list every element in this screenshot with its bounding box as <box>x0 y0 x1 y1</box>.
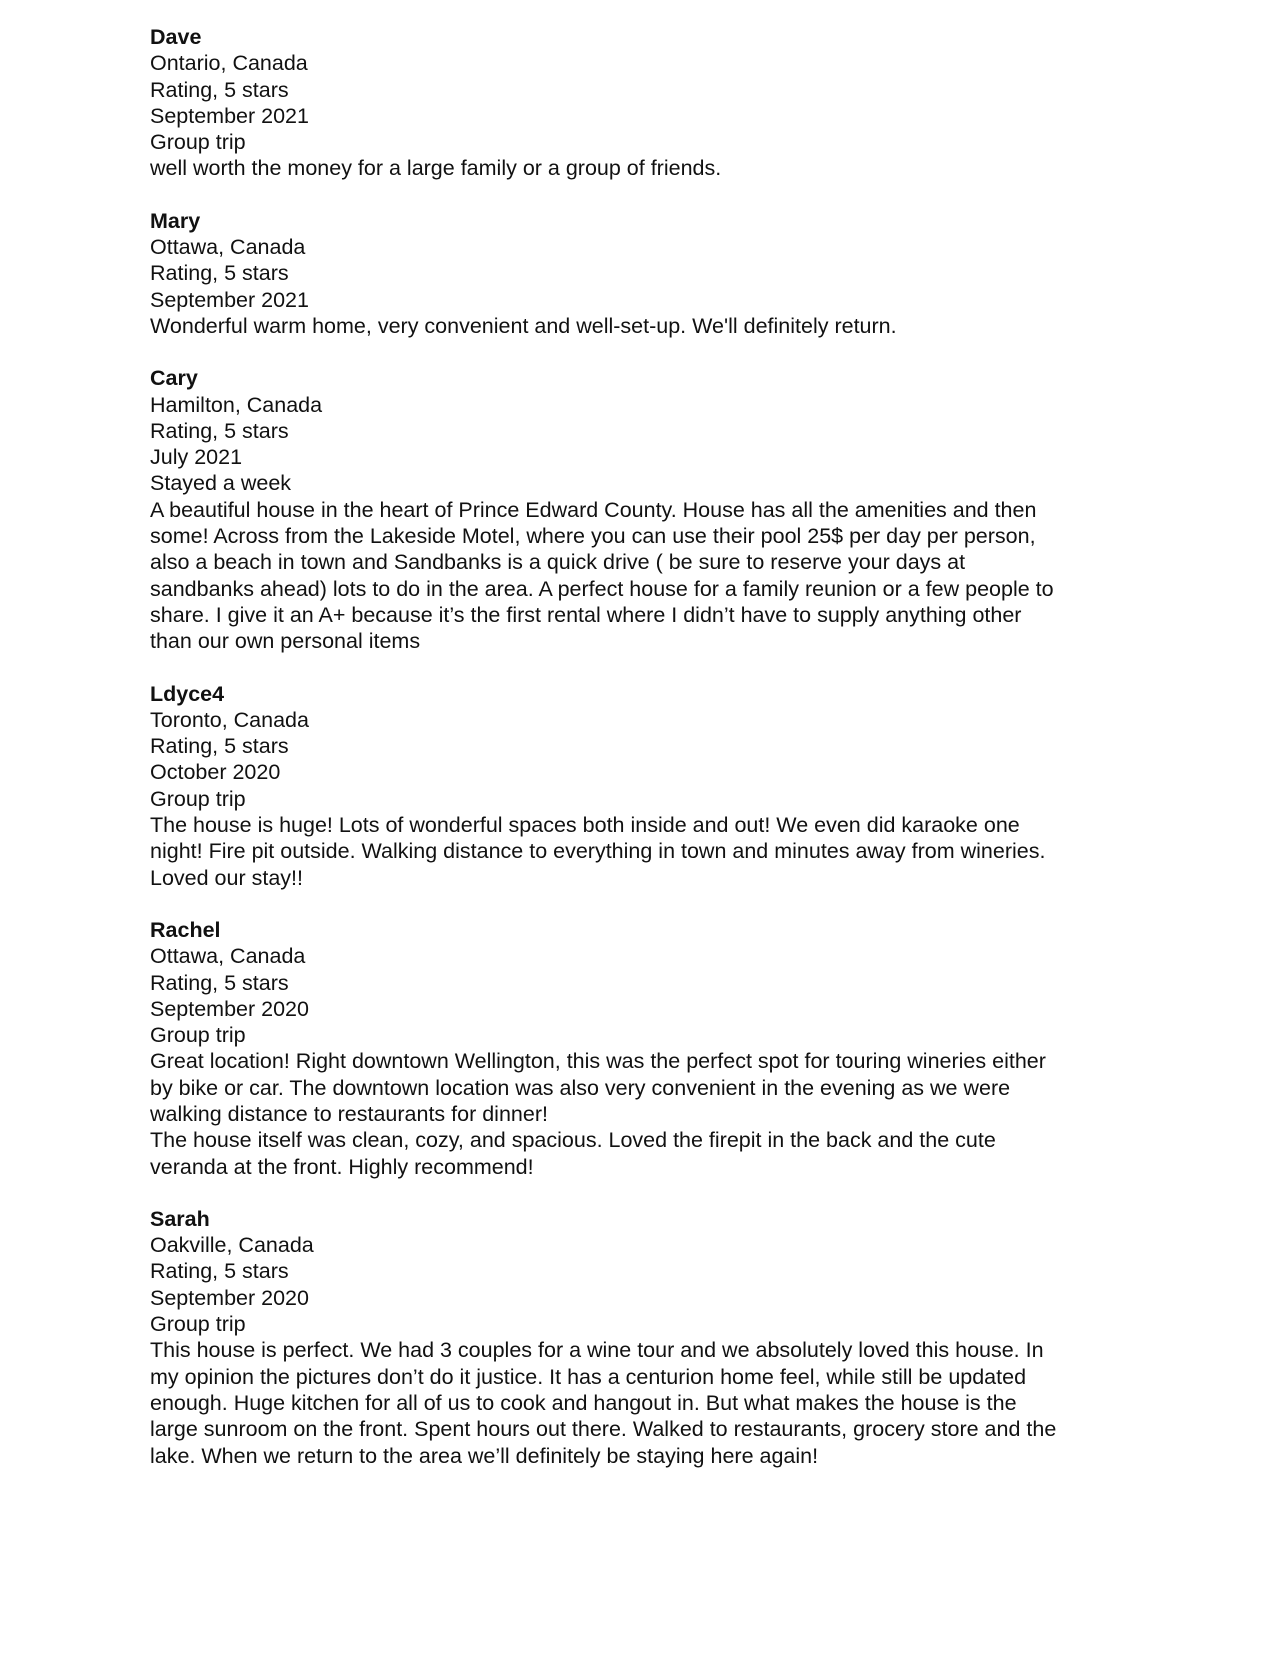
review-text: This house is perfect. We had 3 couples for a wine tour and we absolutely loved this house. In my opinion the pictures don’t do it justice. It has a centurion home feel, while still be updated enough. Huge kitchen for all of us to cook and hangout in. But what makes the house is the large sunroom on the front. Spent hours out there. Walked to restaurants, grocery store and the lake. When we return to the area we’ll definitely be staying here again! <box>150 1338 1057 1468</box>
trip-type: Group trip <box>150 786 246 811</box>
review-date: July 2021 <box>150 445 243 470</box>
review-date: October 2020 <box>150 760 281 785</box>
reviews-document <box>150 24 1125 1495</box>
reviewer-name: Sarah <box>150 1206 210 1231</box>
review-date: September 2020 <box>150 1285 309 1310</box>
reviewer-location: Ottawa, Canada <box>150 944 306 969</box>
review-rating: Rating, 5 stars <box>150 970 289 995</box>
trip-type: Stayed a week <box>150 471 292 496</box>
review-rachel <box>150 917 1125 1180</box>
reviewer-name: Mary <box>150 208 201 233</box>
review-text: Great location! Right downtown Wellington, this was the perfect spot for touring wineries either by bike or car. The downtown location was also very convenient in the evening as we were walking distance to restaurants for dinner! The house itself was clean, cozy, and spacious. Loved the firepit in the back and the cute veranda at the front. Highly recommend! <box>150 1049 1046 1179</box>
reviewer-name: Ldyce4 <box>150 681 225 706</box>
reviewer-location: Ottawa, Canada <box>150 235 306 260</box>
review-rating: Rating, 5 stars <box>150 261 289 286</box>
review-rating: Rating, 5 stars <box>150 77 289 102</box>
reviewer-location: Oakville, Canada <box>150 1233 314 1258</box>
reviewer-location: Toronto, Canada <box>150 707 309 732</box>
review-mary <box>150 208 1125 339</box>
review-rating: Rating, 5 stars <box>150 418 289 443</box>
reviewer-name: Cary <box>150 366 198 391</box>
review-text: A beautiful house in the heart of Prince Edward County. House has all the amenities and then some! Across from the Lakeside Motel, where you can use their pool 25$ per day per person, also a beach in town and Sandbanks is a quick drive ( be sure to reserve your days at sandbanks ahead) lots to do in the area. A perfect house for a family reunion or a few people to share. I give it an A+ because it’s the first rental where I didn’t have to supply anything other than our own personal items <box>150 497 1054 654</box>
review-text: The house is huge! Lots of wonderful spaces both inside and out! We even did karaoke one night! Fire pit outside. Walking distance to everything in town and minutes away from wineries. Loved our stay!! <box>150 813 1046 890</box>
review-date: September 2021 <box>150 287 309 312</box>
trip-type: Group trip <box>150 130 246 155</box>
reviewer-location: Ontario, Canada <box>150 51 308 76</box>
trip-type: Group trip <box>150 1312 246 1337</box>
review-date: September 2020 <box>150 996 309 1021</box>
review-dave <box>150 24 1125 182</box>
review-ldyce4 <box>150 681 1125 891</box>
review-rating: Rating, 5 stars <box>150 1259 289 1284</box>
review-rating: Rating, 5 stars <box>150 734 289 759</box>
review-date: September 2021 <box>150 103 309 128</box>
reviewer-name: Rachel <box>150 917 221 942</box>
reviewer-location: Hamilton, Canada <box>150 392 323 417</box>
reviewer-name: Dave <box>150 25 202 49</box>
review-sarah <box>150 1206 1125 1469</box>
review-text: well worth the money for a large family or a group of friends. <box>150 156 722 181</box>
review-cary <box>150 365 1125 654</box>
review-text: Wonderful warm home, very convenient and well-set-up. We'll definitely return. <box>150 313 897 338</box>
trip-type: Group trip <box>150 1023 246 1048</box>
